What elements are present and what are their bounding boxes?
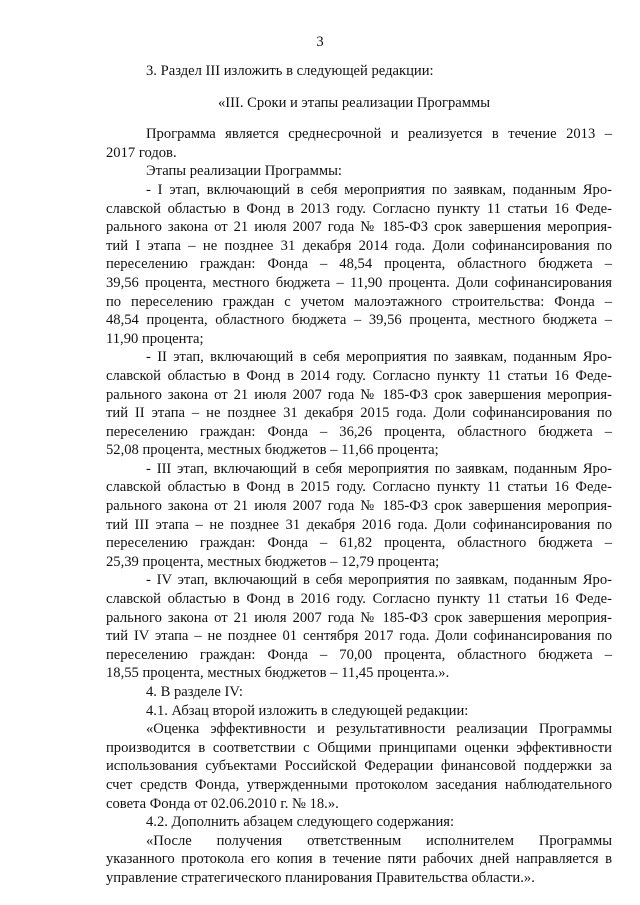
item-4-2-paragraph bbox=[106, 832, 612, 888]
item-4-1-heading: 4.1. Абзац второй изложить в следующей редакции: bbox=[146, 702, 469, 719]
text-line: тий III этапа – не позднее 31 декабря 2016 года. Доли софинансирования по bbox=[106, 516, 612, 533]
text-line: тий II этапа – не позднее 31 декабря 2015 года. Доли софинансирования по bbox=[106, 405, 612, 422]
text-line: славской областью в Фонд в 2013 году. Согласно пункту 11 статьи 16 Феде- bbox=[106, 200, 612, 217]
text-line: совета Фонда от 02.06.2010 г. № 18.». bbox=[106, 795, 339, 812]
text-line: - IV этап, включающий в себя мероприятия по заявкам, поданным Яро- bbox=[146, 572, 612, 589]
intro-paragraph bbox=[106, 125, 612, 162]
section-3-title: «III. Сроки и этапы реализации Программы bbox=[218, 94, 491, 111]
text-line: - III этап, включающий в себя мероприятия по заявкам, поданным Яро- bbox=[146, 460, 612, 477]
stages-heading: Этапы реализации Программы: bbox=[146, 163, 342, 180]
text-line: 39,56 процента, местного бюджета – 11,90 процента. Доли софинансирования bbox=[106, 274, 612, 291]
text-line: рального закона от 21 июля 2007 года № 185-ФЗ срок завершения мероприя- bbox=[106, 498, 612, 515]
stage-4-paragraph bbox=[106, 571, 612, 683]
text-line: славской областью в Фонд в 2015 году. Согласно пункту 11 статьи 16 Феде- bbox=[106, 479, 612, 496]
text-line: 52,08 процента, местных бюджетов – 11,66 процента; bbox=[106, 442, 439, 459]
item-4-1-paragraph bbox=[106, 720, 612, 813]
text-line: использования субъектами Российской Федерации финансовой поддержки за bbox=[106, 758, 612, 775]
text-line: управление стратегического планирования Правительства области.». bbox=[106, 869, 535, 886]
text-line: производится в соответствии с Общими принципами оценки эффективности bbox=[106, 739, 612, 756]
document-body bbox=[106, 62, 612, 888]
text-line: «Оценка эффективности и результативности реализации Программы bbox=[146, 721, 612, 738]
text-line: 48,54 процента, областного бюджета – 39,56 процента, местного бюджета – bbox=[106, 312, 612, 329]
stage-3-paragraph bbox=[106, 460, 612, 572]
stage-1-paragraph bbox=[106, 181, 612, 348]
text-line: переселению граждан: Фонда – 48,54 процента, областного бюджета – bbox=[106, 256, 612, 273]
section-3-heading: 3. Раздел III изложить в следующей редакции: bbox=[146, 63, 434, 79]
text-line: тий I этапа – не позднее 31 декабря 2014 года. Доли софинансирования по bbox=[106, 237, 612, 254]
text-line: рального закона от 21 июля 2007 года № 185-ФЗ срок завершения мероприя- bbox=[106, 386, 612, 403]
text-line: славской областью в Фонд в 2016 году. Согласно пункту 11 статьи 16 Феде- bbox=[106, 591, 612, 608]
stage-2-paragraph bbox=[106, 348, 612, 460]
text-line: тий IV этапа – не позднее 01 сентября 2017 года. Доли софинансирования по bbox=[106, 628, 612, 645]
text-line: переселению граждан: Фонда – 70,00 процента, областного бюджета – bbox=[106, 646, 612, 663]
text-line: рального закона от 21 июля 2007 года № 185-ФЗ срок завершения мероприя- bbox=[106, 219, 612, 236]
text-line: рального закона от 21 июля 2007 года № 185-ФЗ срок завершения мероприя- bbox=[106, 609, 612, 626]
text-line: по переселению граждан с учетом малоэтажного строительства: Фонда – bbox=[106, 293, 612, 310]
text-line: 25,39 процента, местных бюджетов – 12,79 процента; bbox=[106, 553, 440, 570]
text-line: 11,90 процента; bbox=[106, 330, 204, 347]
text-line: - I этап, включающий в себя мероприятия по заявкам, поданным Яро- bbox=[146, 181, 612, 198]
text-line: переселению граждан: Фонда – 61,82 процента, областного бюджета – bbox=[106, 535, 612, 552]
text-line: 2017 годов. bbox=[106, 144, 177, 161]
page-number: 3 bbox=[316, 34, 324, 50]
text-line: - II этап, включающий в себя мероприятия по заявкам, поданным Яро- bbox=[146, 349, 612, 366]
text-line: переселению граждан: Фонда – 36,26 процента, областного бюджета – bbox=[106, 423, 612, 440]
text-line: славской областью в Фонд в 2014 году. Согласно пункту 11 статьи 16 Феде- bbox=[106, 367, 612, 384]
text-line: «После получения ответственным исполнителем Программы bbox=[146, 832, 612, 849]
text-line: указанного протокола его копия в течение пяти рабочих дней направляется в bbox=[106, 851, 612, 868]
section-4-heading: 4. В разделе IV: bbox=[146, 684, 243, 700]
text-line: Программа является среднесрочной и реализуется в течение 2013 – bbox=[146, 126, 612, 143]
item-4-2-heading: 4.2. Дополнить абзацем следующего содержания: bbox=[146, 814, 455, 831]
text-line: 18,55 процента, местных бюджетов – 11,45 процента.». bbox=[106, 665, 450, 682]
text-line: счет средств Фонда, утвержденными протоколом заседания наблюдательного bbox=[106, 776, 612, 793]
